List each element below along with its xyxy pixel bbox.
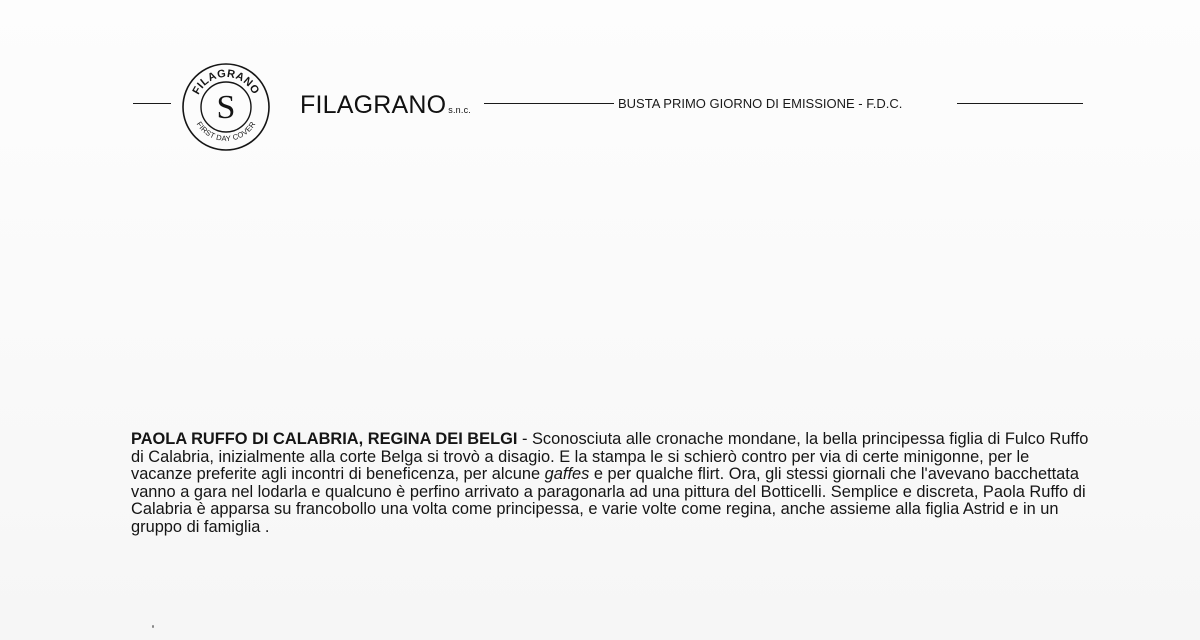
description-text-part-1: Sconosciuta alle cronache mondane, la bella principessa figlia di Fulco Ruffo di Calabria, inizialmente alla corte Belga si trovò a disagio. E la stampa le si schierò contro per via di certe minigonne, per le vacanze preferite agli incontri di beneficenza, per alcune: [131, 430, 1089, 484]
description-text-part-2: e per qualche flirt. Ora, gli stessi giornali che l'avevano bacchettata vanno a gara nel lodarla e qualcuno è perfino arrivato a paragonarla ad una pittura del Botticelli. Semplice e discreta, Paola Ruffo di Calabria è apparsa su francobollo una volta come principessa, e varie volte come regina, anche assieme alla figlia Astrid e in un gruppo di famiglia .: [131, 465, 1086, 536]
header-rule-middle: [484, 103, 614, 104]
brand-block: [300, 90, 471, 125]
brand-suffix: s.n.c.: [448, 105, 471, 115]
seal-bottom-arc-text: FIRST DAY COVER: [194, 119, 258, 144]
seal-graphic: [180, 61, 272, 153]
seal-top-arc-text: FILAGRANO: [190, 67, 262, 97]
header-rule-right: [957, 103, 1083, 104]
seal-letter: S: [216, 89, 236, 126]
description-title: PAOLA RUFFO DI CALABRIA, REGINA DEI BELGI: [131, 430, 518, 448]
description-italic-word: gaffes: [544, 465, 590, 484]
description-paragraph: [131, 431, 1091, 537]
filagrano-seal-logo: [180, 61, 272, 153]
header-rule-left: [133, 103, 171, 104]
brand-name: FILAGRANO: [300, 91, 447, 119]
paper-speck: [152, 625, 154, 628]
header-label: BUSTA PRIMO GIORNO DI EMISSIONE - F.D.C.: [618, 96, 903, 111]
description-separator: -: [517, 430, 532, 448]
